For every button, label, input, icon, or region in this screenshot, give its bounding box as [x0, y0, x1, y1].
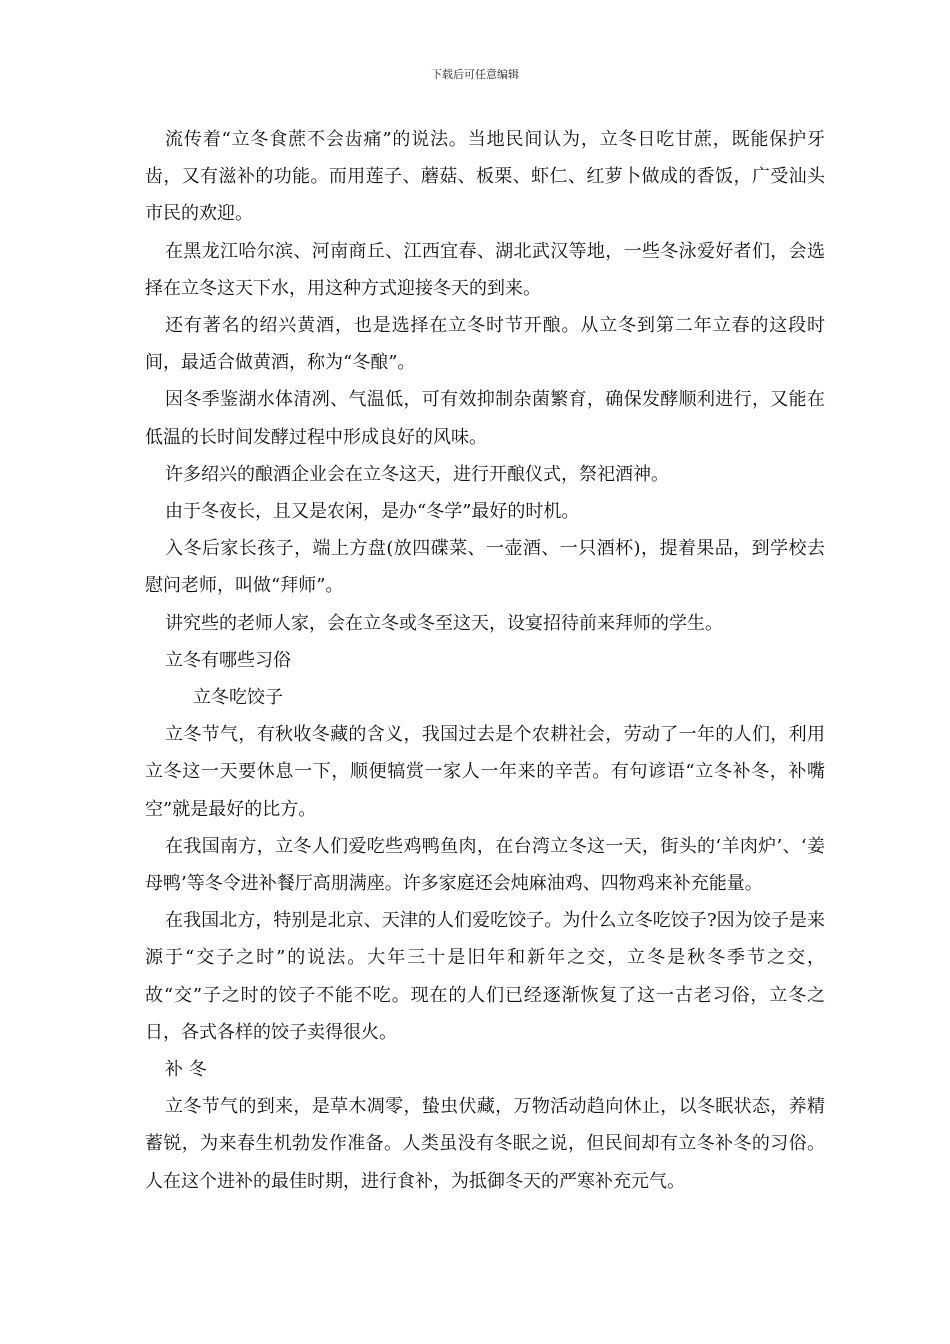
page-header: 下载后可任意编辑 [431, 68, 519, 81]
paragraph-winter-swimming: 在黑龙江哈尔滨、河南商丘、江西宜春、湖北武汉等地，一些冬泳爱好者们，会选择在立冬这天下水，用这种方式迎接冬天的到来。 [145, 240, 825, 299]
paragraph-autumn-harvest: 立冬节气，有秋收冬藏的含义，我国过去是个农耕社会，劳动了一年的人们，利用立冬这一天要休息一下，顺便犒赏一家人一年来的辛苦。有句谚语“立冬补冬，补嘴空”就是最好的比方。 [145, 724, 825, 820]
paragraph-south-customs: 在我国南方，立冬人们爱吃些鸡鸭鱼肉，在台湾立冬这一天，街头的‘羊肉炉’、‘姜母鸭’等冬令进补餐厅高朋满座。许多家庭还会炖麻油鸡、四物鸡来补充能量。 [145, 835, 825, 895]
section-heading-bu-dong: 补 冬 [165, 1059, 207, 1081]
paragraph-north-dumplings: 在我国北方，特别是北京、天津的人们爱吃饺子。为什么立冬吃饺子?因为饺子是来源于“交子之时”的说法。大年三十是旧年和新年之交，立冬是秋冬季节之交，故“交”子之时的饺子不能不吃。现在的人们已经逐渐恢复了这一古老习俗，立冬之日，各式各样的饺子卖得很火。 [145, 910, 825, 1043]
paragraph-nourishment: 立冬节气的到来，是草木凋零，蛰虫伏藏，万物活动趋向休止，以冬眠状态，养精蓄锐，为来春生机勃发作准备。人类虽没有冬眠之说，但民间却有立冬补冬的习俗。人在这个进补的最佳时期，进行食补，为抵御冬天的严寒补充元气。 [145, 1096, 825, 1192]
section-heading-customs: 立冬有哪些习俗 [165, 649, 291, 671]
paragraph-jianhu-water: 因冬季鉴湖水体清冽、气温低，可有效抑制杂菌繁育，确保发酵顺利进行，又能在低温的长时间发酵过程中形成良好的风味。 [145, 389, 825, 448]
paragraph-winter-school: 由于冬夜长，且又是农闲，是办“冬学”最好的时机。 [165, 501, 580, 523]
subsection-heading-dumplings: 立冬吃饺子 [193, 687, 283, 709]
document-body [145, 121, 825, 1200]
paragraph-banquet: 讲究些的老师人家，会在立冬或冬至这天，设宴招待前来拜师的学生。 [165, 612, 723, 634]
paragraph-visit-teacher: 入冬后家长孩子，端上方盘(放四碟菜、一壶酒、一只酒杯)，提着果品，到学校去慰问老师，叫做“拜师”。 [145, 538, 825, 597]
paragraph-sugarcane: 流传着“立冬食蔗不会齿痛”的说法。当地民间认为，立冬日吃甘蔗，既能保护牙齿，又有滋补的功能。而用莲子、蘑菇、板栗、虾仁、红萝卜做成的香饭，广受汕头市民的欢迎。 [145, 129, 825, 225]
paragraph-shaoxing-wine: 还有著名的绍兴黄酒，也是选择在立冬时节开酿。从立冬到第二年立春的这段时间，最适合做黄酒，称为“冬酿”。 [145, 315, 825, 374]
paragraph-brewing-ceremony: 许多绍兴的酿酒企业会在立冬这天，进行开酿仪式，祭祀酒神。 [165, 463, 669, 485]
